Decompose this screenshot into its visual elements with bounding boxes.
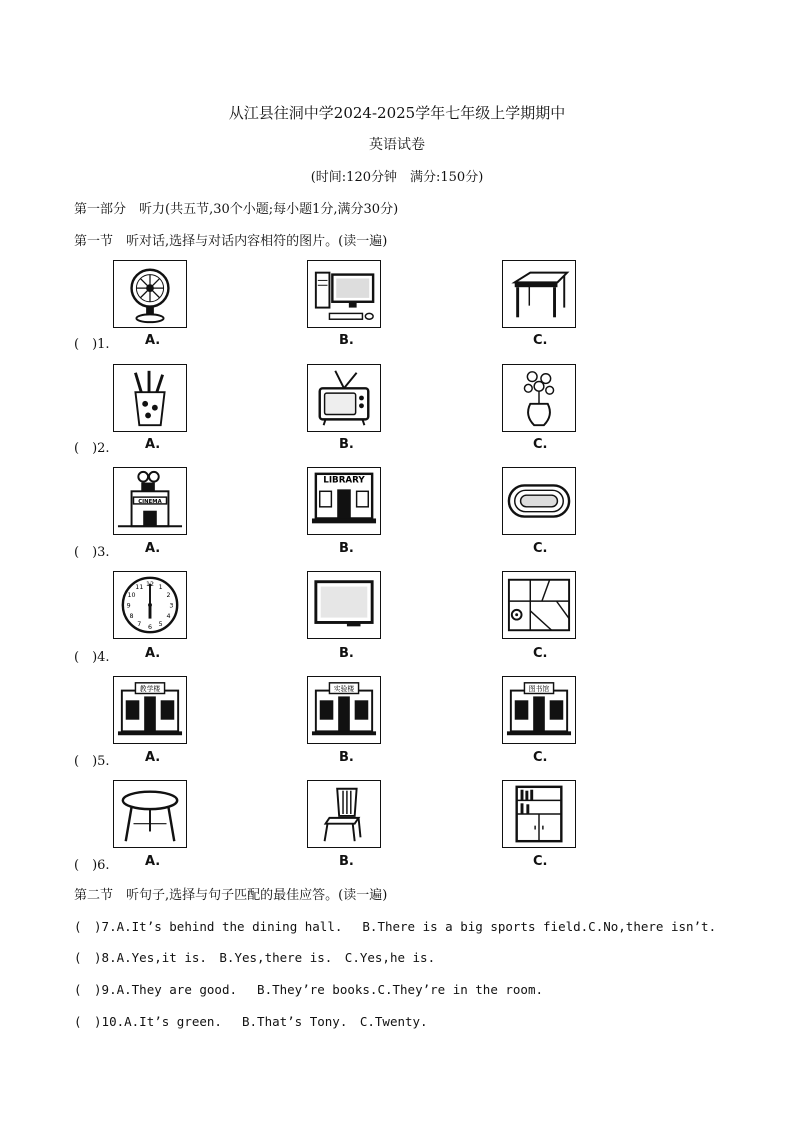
chair-icon [307, 780, 381, 848]
exam-info: (时间:120分钟 满分:150分) [310, 170, 484, 185]
option-b-label: B. [339, 541, 354, 556]
question-number: ( )5. [74, 754, 110, 769]
option-a-label: A. [145, 541, 161, 556]
section1-heading: 第一节 听对话,选择与对话内容相符的图片。(读一遍) [74, 234, 388, 249]
table-icon [502, 260, 576, 328]
clock-numeral: 3 [169, 602, 174, 610]
round-table-icon [113, 780, 187, 848]
computer-icon [307, 260, 381, 328]
clock-numeral: 1 [158, 583, 163, 591]
clock-numeral: 6 [147, 623, 153, 631]
fan-icon [113, 260, 187, 328]
teaching-building-icon [113, 676, 187, 744]
library-sign: LIBRARY [323, 475, 365, 486]
map-icon [502, 571, 576, 639]
clock-numeral: 8 [129, 613, 134, 621]
option-b-label: B. [339, 854, 354, 869]
option-c-label: C. [533, 437, 548, 452]
clock-numeral: 12 [145, 581, 155, 589]
clock-numeral: 2 [166, 591, 171, 599]
bookcase-icon [502, 780, 576, 848]
option-b-label: B. [339, 333, 354, 348]
question-number: ( )3. [74, 545, 110, 560]
option-b-label: B. [339, 437, 354, 452]
clock-numeral: 10 [127, 591, 136, 599]
question-10: ( )10.A.It’s green. B.That’s Tony. C.Twenty. [74, 1014, 428, 1029]
option-b-label: B. [339, 646, 354, 661]
question-9: ( )9.A.They are good. B.They’re books.C.They’re in the room. [74, 982, 544, 997]
lab-building-icon [307, 676, 381, 744]
pencil-holder-icon [113, 364, 187, 432]
clock-numeral: 4 [166, 613, 171, 621]
clock-icon [113, 571, 187, 639]
question-number: ( )1. [74, 337, 110, 352]
clock-numeral: 7 [137, 620, 142, 628]
option-a-label: A. [145, 750, 161, 765]
lab-building-sign: 实验楼 [333, 685, 355, 694]
cinema-icon [113, 467, 187, 535]
clock-numeral: 9 [126, 602, 131, 610]
blackboard-icon [307, 571, 381, 639]
question-number: ( )2. [74, 441, 110, 456]
question-number: ( )4. [74, 650, 110, 665]
option-c-label: C. [533, 750, 548, 765]
tv-icon [307, 364, 381, 432]
running-track-icon [502, 467, 576, 535]
option-a-label: A. [145, 333, 161, 348]
option-a-label: A. [145, 646, 161, 661]
option-a-label: A. [145, 854, 161, 869]
exam-subtitle: 英语试卷 [369, 137, 425, 153]
option-c-label: C. [533, 646, 548, 661]
option-c-label: C. [533, 854, 548, 869]
clock-numeral: 5 [158, 620, 163, 628]
exam-title: 从江县往洞中学2024-2025学年七年级上学期期中 [228, 104, 566, 122]
option-c-label: C. [533, 333, 548, 348]
part1-heading: 第一部分 听力(共五节,30个小题;每小题1分,满分30分) [74, 202, 399, 217]
library-building-sign: 图书馆 [528, 685, 550, 694]
option-c-label: C. [533, 541, 548, 556]
option-b-label: B. [339, 750, 354, 765]
cinema-sign: CINEMA [138, 498, 162, 505]
question-8: ( )8.A.Yes,it is. B.Yes,there is. C.Yes,he is. [74, 950, 436, 965]
library-building-icon [502, 676, 576, 744]
teaching-building-sign: 教学楼 [139, 685, 161, 694]
flower-vase-icon [502, 364, 576, 432]
option-a-label: A. [145, 437, 161, 452]
library-icon [307, 467, 381, 535]
section2-heading: 第二节 听句子,选择与句子匹配的最佳应答。(读一遍) [74, 888, 388, 903]
question-7: ( )7.A.It’s behind the dining hall. B.There is a big sports field.C.No,there isn’t. [74, 919, 717, 934]
clock-numeral: 11 [135, 583, 144, 591]
question-number: ( )6. [74, 858, 110, 873]
